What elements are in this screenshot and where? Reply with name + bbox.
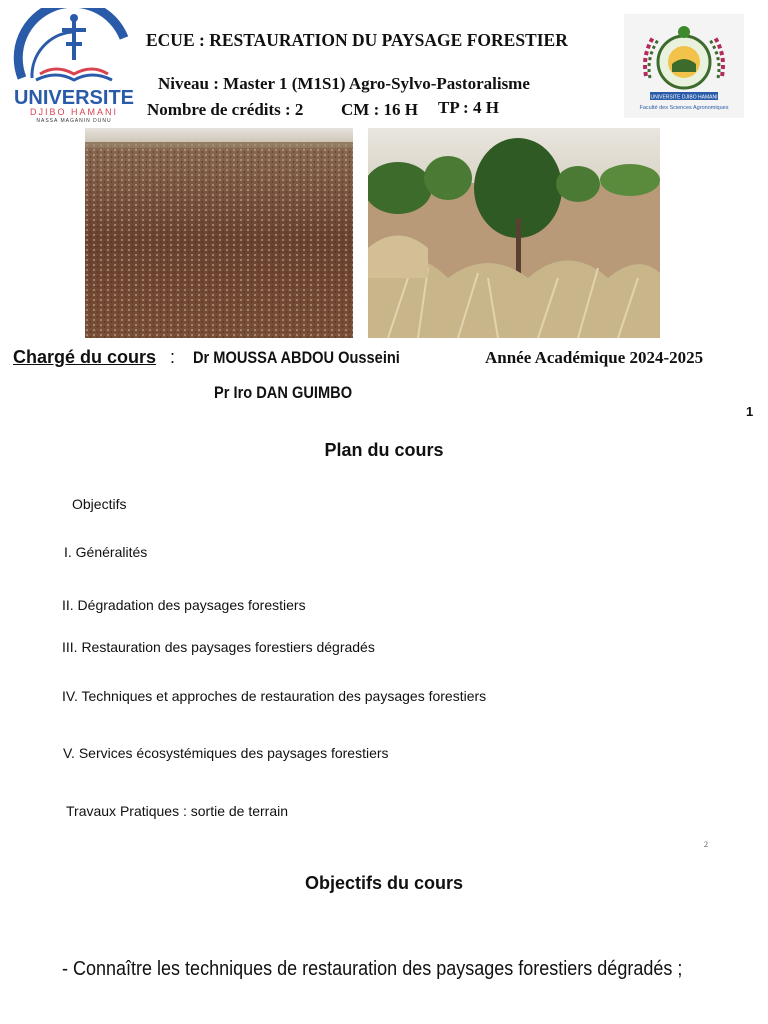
university-logo [12, 8, 136, 124]
instructor-label: Chargé du cours [13, 347, 157, 367]
logo-university-text: UNIVERSITE [13, 87, 135, 109]
academic-year: Année Académique 2024-2025 [485, 348, 704, 367]
plan-title: Plan du cours [324, 440, 444, 460]
course-cm-hours: CM : 16 H [341, 100, 418, 119]
faculty-emblem-icon [624, 14, 744, 118]
logo-motto-text: NASSA MAGANIN DUNU [36, 118, 112, 124]
course-tp-hours: TP : 4 H [438, 98, 499, 117]
plan-item: IV. Techniques et approches de restauration des paysages forestiers [62, 688, 487, 704]
plan-item: III. Restauration des paysages forestiers dégradés [62, 639, 375, 655]
photo-restored-landscape [368, 128, 660, 338]
page-number: 1 [746, 404, 754, 419]
logo-djibo-text: DJIBO HAMANI [29, 107, 119, 117]
course-title: ECUE : RESTAURATION DU PAYSAGE FORESTIER [146, 30, 568, 50]
instructor-name-2: Pr Iro DAN GUIMBO [214, 383, 353, 402]
instructor-label-colon: : [170, 347, 176, 367]
course-level: Niveau : Master 1 (M1S1) Agro-Sylvo-Pastoralisme [158, 74, 530, 93]
plan-item: Travaux Pratiques : sortie de terrain [66, 803, 289, 819]
degraded-soil-image [85, 128, 353, 338]
university-emblem-icon [12, 8, 136, 124]
objective-item: - Connaître les techniques de restauration des paysages forestiers dégradés ; [62, 958, 683, 980]
instructor-name-1: Dr MOUSSA ABDOU Ousseini [193, 348, 400, 367]
plan-item: V. Services écosystémiques des paysages forestiers [63, 745, 389, 761]
faculty-logo [624, 14, 744, 118]
plan-item: I. Généralités [64, 544, 148, 560]
page-number: 2 [704, 840, 708, 849]
faculty-logo-sub-text: Faculté des Sciences Agronomiques [639, 105, 729, 111]
restored-savanna-image [368, 128, 660, 338]
objectives-title: Objectifs du cours [304, 873, 464, 893]
plan-item: Objectifs [72, 496, 127, 512]
course-credits: Nombre de crédits : 2 [147, 100, 304, 119]
plan-item: II. Dégradation des paysages forestiers [62, 597, 306, 613]
photo-degraded-landscape [85, 128, 353, 338]
faculty-logo-university-text: UNIVERSITE DJIBO HAMANI [650, 94, 718, 101]
